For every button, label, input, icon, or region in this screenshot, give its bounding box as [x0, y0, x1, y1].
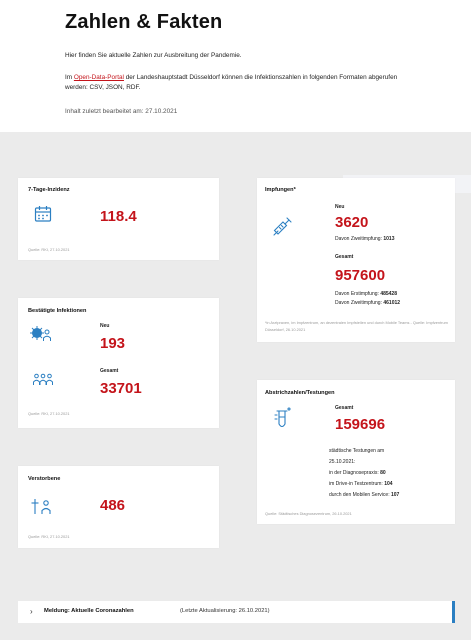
line3-label: in der Diagnosepraxis:	[329, 470, 381, 476]
incidence-card	[18, 178, 219, 260]
intro-section	[0, 0, 471, 132]
line4-label: im Drive-in Testzentrum:	[329, 481, 385, 487]
vaccinations-second	[335, 300, 400, 306]
tests-line-3	[329, 470, 386, 476]
first-label: Davon Erstimpfung:	[335, 291, 381, 297]
vaccinations-card	[257, 178, 455, 342]
new-second-value: 1013	[383, 236, 395, 242]
new-second-label: Davon Zweitimpfung:	[335, 236, 384, 242]
chevron-right-icon: ›	[30, 607, 33, 616]
vaccinations-title: Impfungen*	[265, 187, 296, 193]
vaccinations-new-second	[335, 236, 394, 242]
line4-value: 104	[384, 481, 393, 487]
tests-source: Quelle: Städtisches Diagnosezentrum, 26.10.2021	[265, 511, 352, 516]
deaths-source: Quelle: RKI, 27.10.2021	[28, 534, 70, 539]
infections-card	[18, 298, 219, 428]
line3-value: 80	[380, 470, 386, 476]
infections-new-value: 193	[100, 335, 126, 352]
intro-paragraph: Hier finden Sie aktuelle Zahlen zur Ausbreitung der Pandemie.	[65, 52, 242, 59]
vaccinations-new-value: 3620	[335, 214, 369, 231]
tests-card	[257, 380, 455, 524]
open-data-text-pre: Im	[65, 74, 74, 81]
deaths-title: Verstorbene	[28, 476, 61, 482]
cross-person-icon	[30, 498, 52, 516]
line5-label: durch den Mobilen Service:	[329, 492, 391, 498]
tests-total-label: Gesamt	[335, 405, 354, 411]
vaccinations-footnote: *in Arztpraxen, im Impfzentrum, an dezentralen Impfstellen und durch Mobile Teams - Quelle: Impfzentrum Düsseldorf, 26.10.2021	[265, 320, 448, 332]
deaths-card	[18, 466, 219, 548]
vaccinations-first	[335, 291, 397, 297]
vaccinations-total-label: Gesamt	[335, 254, 354, 260]
incidence-title: 7-Tage-Inzidenz	[28, 187, 70, 193]
second-value: 461012	[383, 300, 401, 306]
infections-new-label: Neu	[100, 323, 110, 329]
deaths-value: 486	[100, 497, 126, 514]
infections-total-value: 33701	[100, 380, 142, 397]
incidence-source: Quelle: RKI, 27.10.2021	[28, 247, 70, 252]
open-data-portal-link[interactable]: Open-Data-Portal	[73, 74, 124, 81]
open-data-paragraph	[65, 73, 405, 93]
vaccinations-total-value: 957600	[335, 267, 386, 284]
tests-line-1: städtische Testungen am	[329, 448, 385, 454]
first-value: 485428	[380, 291, 397, 297]
infections-total-label: Gesamt	[100, 368, 119, 374]
news-title: Meldung: Aktuelle Coronazahlen	[44, 608, 134, 614]
incidence-value: 118.4	[100, 208, 137, 225]
group-icon	[32, 372, 54, 388]
infections-title: Bestätigte Infektionen	[28, 308, 87, 314]
tests-total-value: 159696	[335, 416, 386, 433]
tests-title: Abstrichzahlen/Testungen	[265, 390, 335, 396]
vaccinations-new-label: Neu	[335, 204, 345, 210]
infections-source: Quelle: RKI, 27.10.2021	[28, 411, 70, 416]
last-edited-text: Inhalt zuletzt bearbeitet am: 27.10.2021	[65, 108, 178, 115]
open-data-text-post: der Landeshauptstadt Düsseldorf können die Infektionszahlen in folgenden Formaten abgerufen werden: CSV, JSON, RDF.	[65, 74, 398, 91]
virus-person-icon	[30, 325, 52, 343]
line5-value: 107	[390, 492, 400, 498]
second-label: Davon Zweitimpfung:	[335, 300, 384, 306]
tests-line-2: 25.10.2021:	[329, 459, 356, 465]
page-title: Zahlen & Fakten	[65, 11, 223, 33]
news-accordion-header[interactable]	[18, 601, 455, 623]
tests-line-4	[329, 481, 393, 487]
syringe-icon	[272, 215, 294, 237]
test-tube-icon	[274, 406, 292, 430]
tests-line-5	[329, 492, 399, 498]
calendar-icon	[34, 205, 52, 223]
news-last-update: (Letzte Aktualisierung: 26.10.2021)	[180, 608, 270, 614]
